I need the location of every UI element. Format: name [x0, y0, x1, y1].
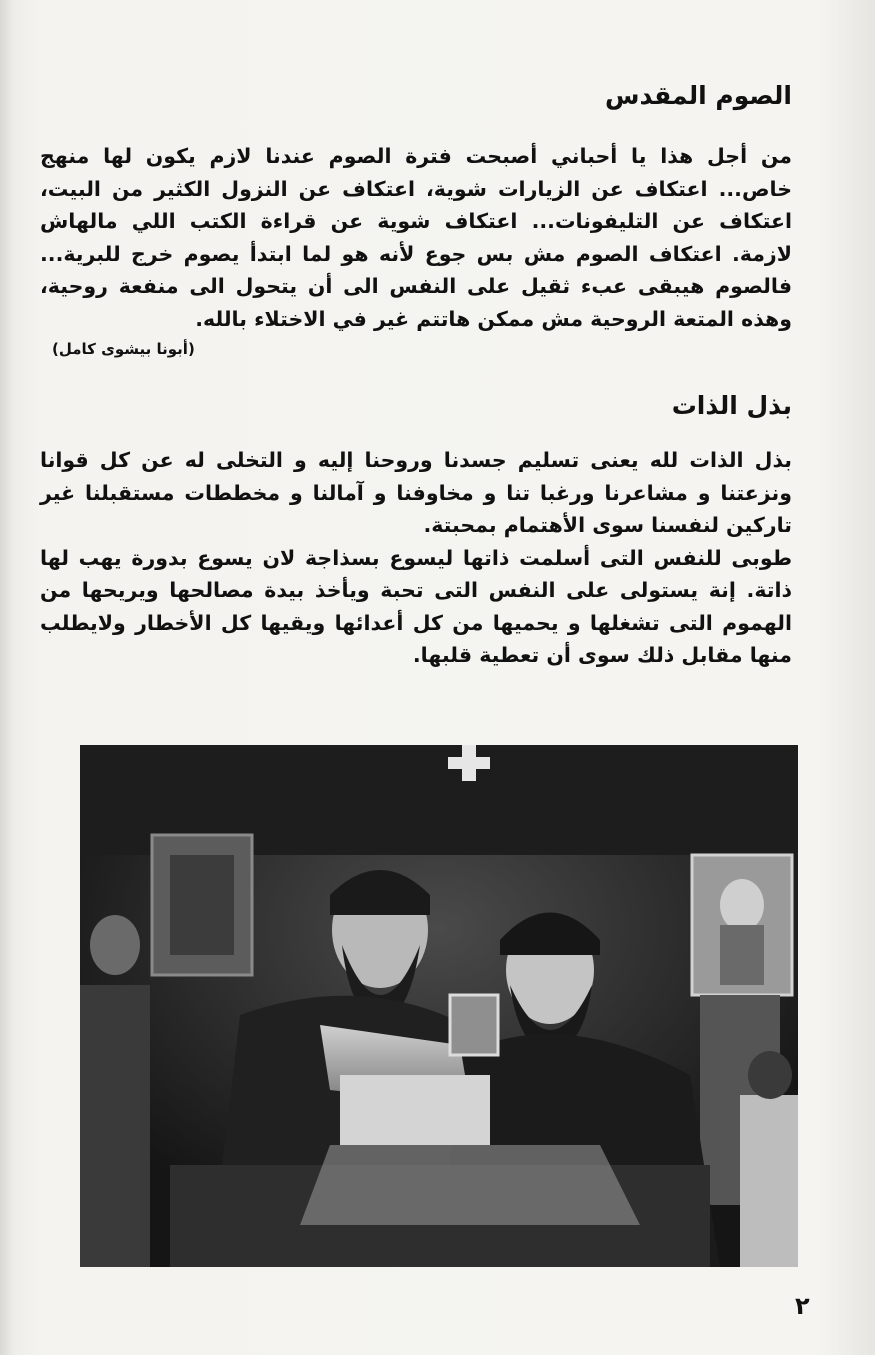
paragraph-self-giving-2: طوبى للنفس التى أسلمت ذاتها ليسوع بسذاجة لان يسوع بدورة يهب لها ذاتة. إنة يستولى على النفس التى تحبة ويأخذ بيدة مصالحها ويريحها من الهموم التى تشغلها و يحميها من كل أعدائها ويقيها كل الأخطار ولايطلب منها مقابل ذلك سوى أن تعطية قلبها. — [40, 545, 792, 667]
section-holy-fast — [40, 80, 792, 335]
photo-illustration — [80, 745, 798, 1267]
paragraph-self-giving-1: بذل الذات لله يعنى تسليم جسدنا وروحنا إليه و التخلى له عن كل قوانا ونزعتنا و مشاعرنا ورغبا تنا و مخاوفنا و آمالنا و مخططات مستقبلنا غير تاركين لنفسنا سوى الأهتمام بمحبتة. — [40, 448, 792, 537]
page-number: ٢ — [795, 1292, 810, 1320]
section-self-giving — [40, 390, 792, 672]
section-title-self-giving: بذل الذات — [671, 391, 792, 420]
attribution: (أبونا بيشوى كامل) — [52, 340, 195, 358]
section-title-holy-fast: الصوم المقدس — [605, 81, 792, 110]
photograph-clergy — [80, 745, 798, 1267]
paragraph-holy-fast: من أجل هذا يا أحباني أصبحت فترة الصوم عندنا لازم يكون لها منهج خاص... اعتكاف عن الزيارات شوية، اعتكاف عن النزول الكثير من البيت، اعتكاف عن التليفونات... اعتكاف شوية عن قراءة الكتب اللي مالهاش لازمة. اعتكاف الصوم مش بس جوع لأنه هو لما ابتدأ يصوم خرج للبرية... فالصوم هيبقى عبء ثقيل على النفس الى أن يتحول الى منفعة روحية، وهذه المتعة الروحية مش ممكن هاتتم غير في الاختلاء بالله. — [40, 144, 792, 331]
